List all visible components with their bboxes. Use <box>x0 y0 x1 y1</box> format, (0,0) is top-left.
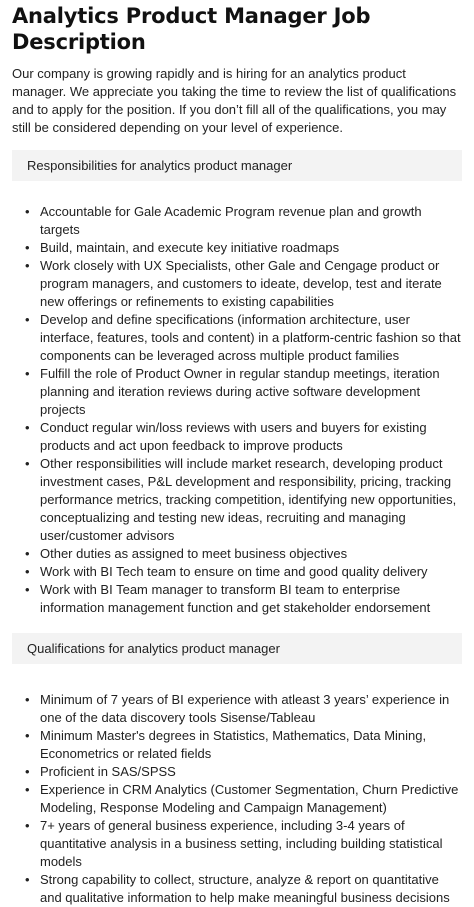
list-item: • Minimum of 7 years of BI experience with atleast 3 years’ experience in one of the data discovery tools Sisense/Tableau <box>12 691 462 727</box>
list-item: • Proficient in SAS/SPSS <box>12 763 462 781</box>
list-item: • Work with BI Team manager to transform BI team to enterprise information management function and get stakeholder endorsement <box>12 581 462 617</box>
responsibilities-section <box>12 150 462 617</box>
list-item: • Accountable for Gale Academic Program revenue plan and growth targets <box>12 203 462 239</box>
list-item: • Work closely with UX Specialists, other Gale and Cengage product or program managers, and customers to ideate, develop, test and iterate new offerings or refinements to existing capabilities <box>12 257 462 311</box>
list-item: • Experience in CRM Analytics (Customer Segmentation, Churn Predictive Modeling, Response Modeling and Campaign Management) <box>12 781 462 817</box>
responsibilities-heading: Responsibilities for analytics product manager <box>12 150 462 181</box>
list-item: • Strong capability to collect, structure, analyze & report on quantitative and qualitative information to help make meaningful business decisions <box>12 871 462 907</box>
list-item: • Work with BI Tech team to ensure on time and good quality delivery <box>12 563 462 581</box>
list-item: • Fulfill the role of Product Owner in regular standup meetings, iteration planning and iteration reviews during active software development projects <box>12 365 462 419</box>
list-item: • 7+ years of general business experience, including 3-4 years of quantitative analysis in a business setting, including building statistical models <box>12 817 462 871</box>
list-item: • Other duties as assigned to meet business objectives <box>12 545 462 563</box>
list-item: • Develop and define specifications (information architecture, user interface, features, tools and content) in a platform-centric fashion so that components can be leveraged across multiple product families <box>12 311 462 365</box>
qualifications-heading: Qualifications for analytics product manager <box>12 633 462 664</box>
responsibilities-list <box>12 203 462 617</box>
list-item: • Build, maintain, and execute key initiative roadmaps <box>12 239 462 257</box>
list-item: • Minimum Master's degrees in Statistics, Mathematics, Data Mining, Econometrics or related fields <box>12 727 462 763</box>
page-title: Analytics Product Manager Job Description <box>12 4 371 54</box>
list-item: • Conduct regular win/loss reviews with users and buyers for existing products and act upon feedback to improve products <box>12 419 462 455</box>
list-item: • Other responsibilities will include market research, developing product investment cases, P&L development and responsibility, pricing, tracking performance metrics, tracking competition, identifying new opportunities, conceptualizing and testing new ideas, recruiting and managing user/customer advisors <box>12 455 462 545</box>
qualifications-section <box>12 633 462 907</box>
intro-paragraph: Our company is growing rapidly and is hiring for an analytics product manager. We appreciate you taking the time to review the list of qualifications and to apply for the position. If you don’t fill all of the qualifications, you may still be considered depending on your level of experience. <box>12 66 457 135</box>
qualifications-list <box>12 691 462 907</box>
